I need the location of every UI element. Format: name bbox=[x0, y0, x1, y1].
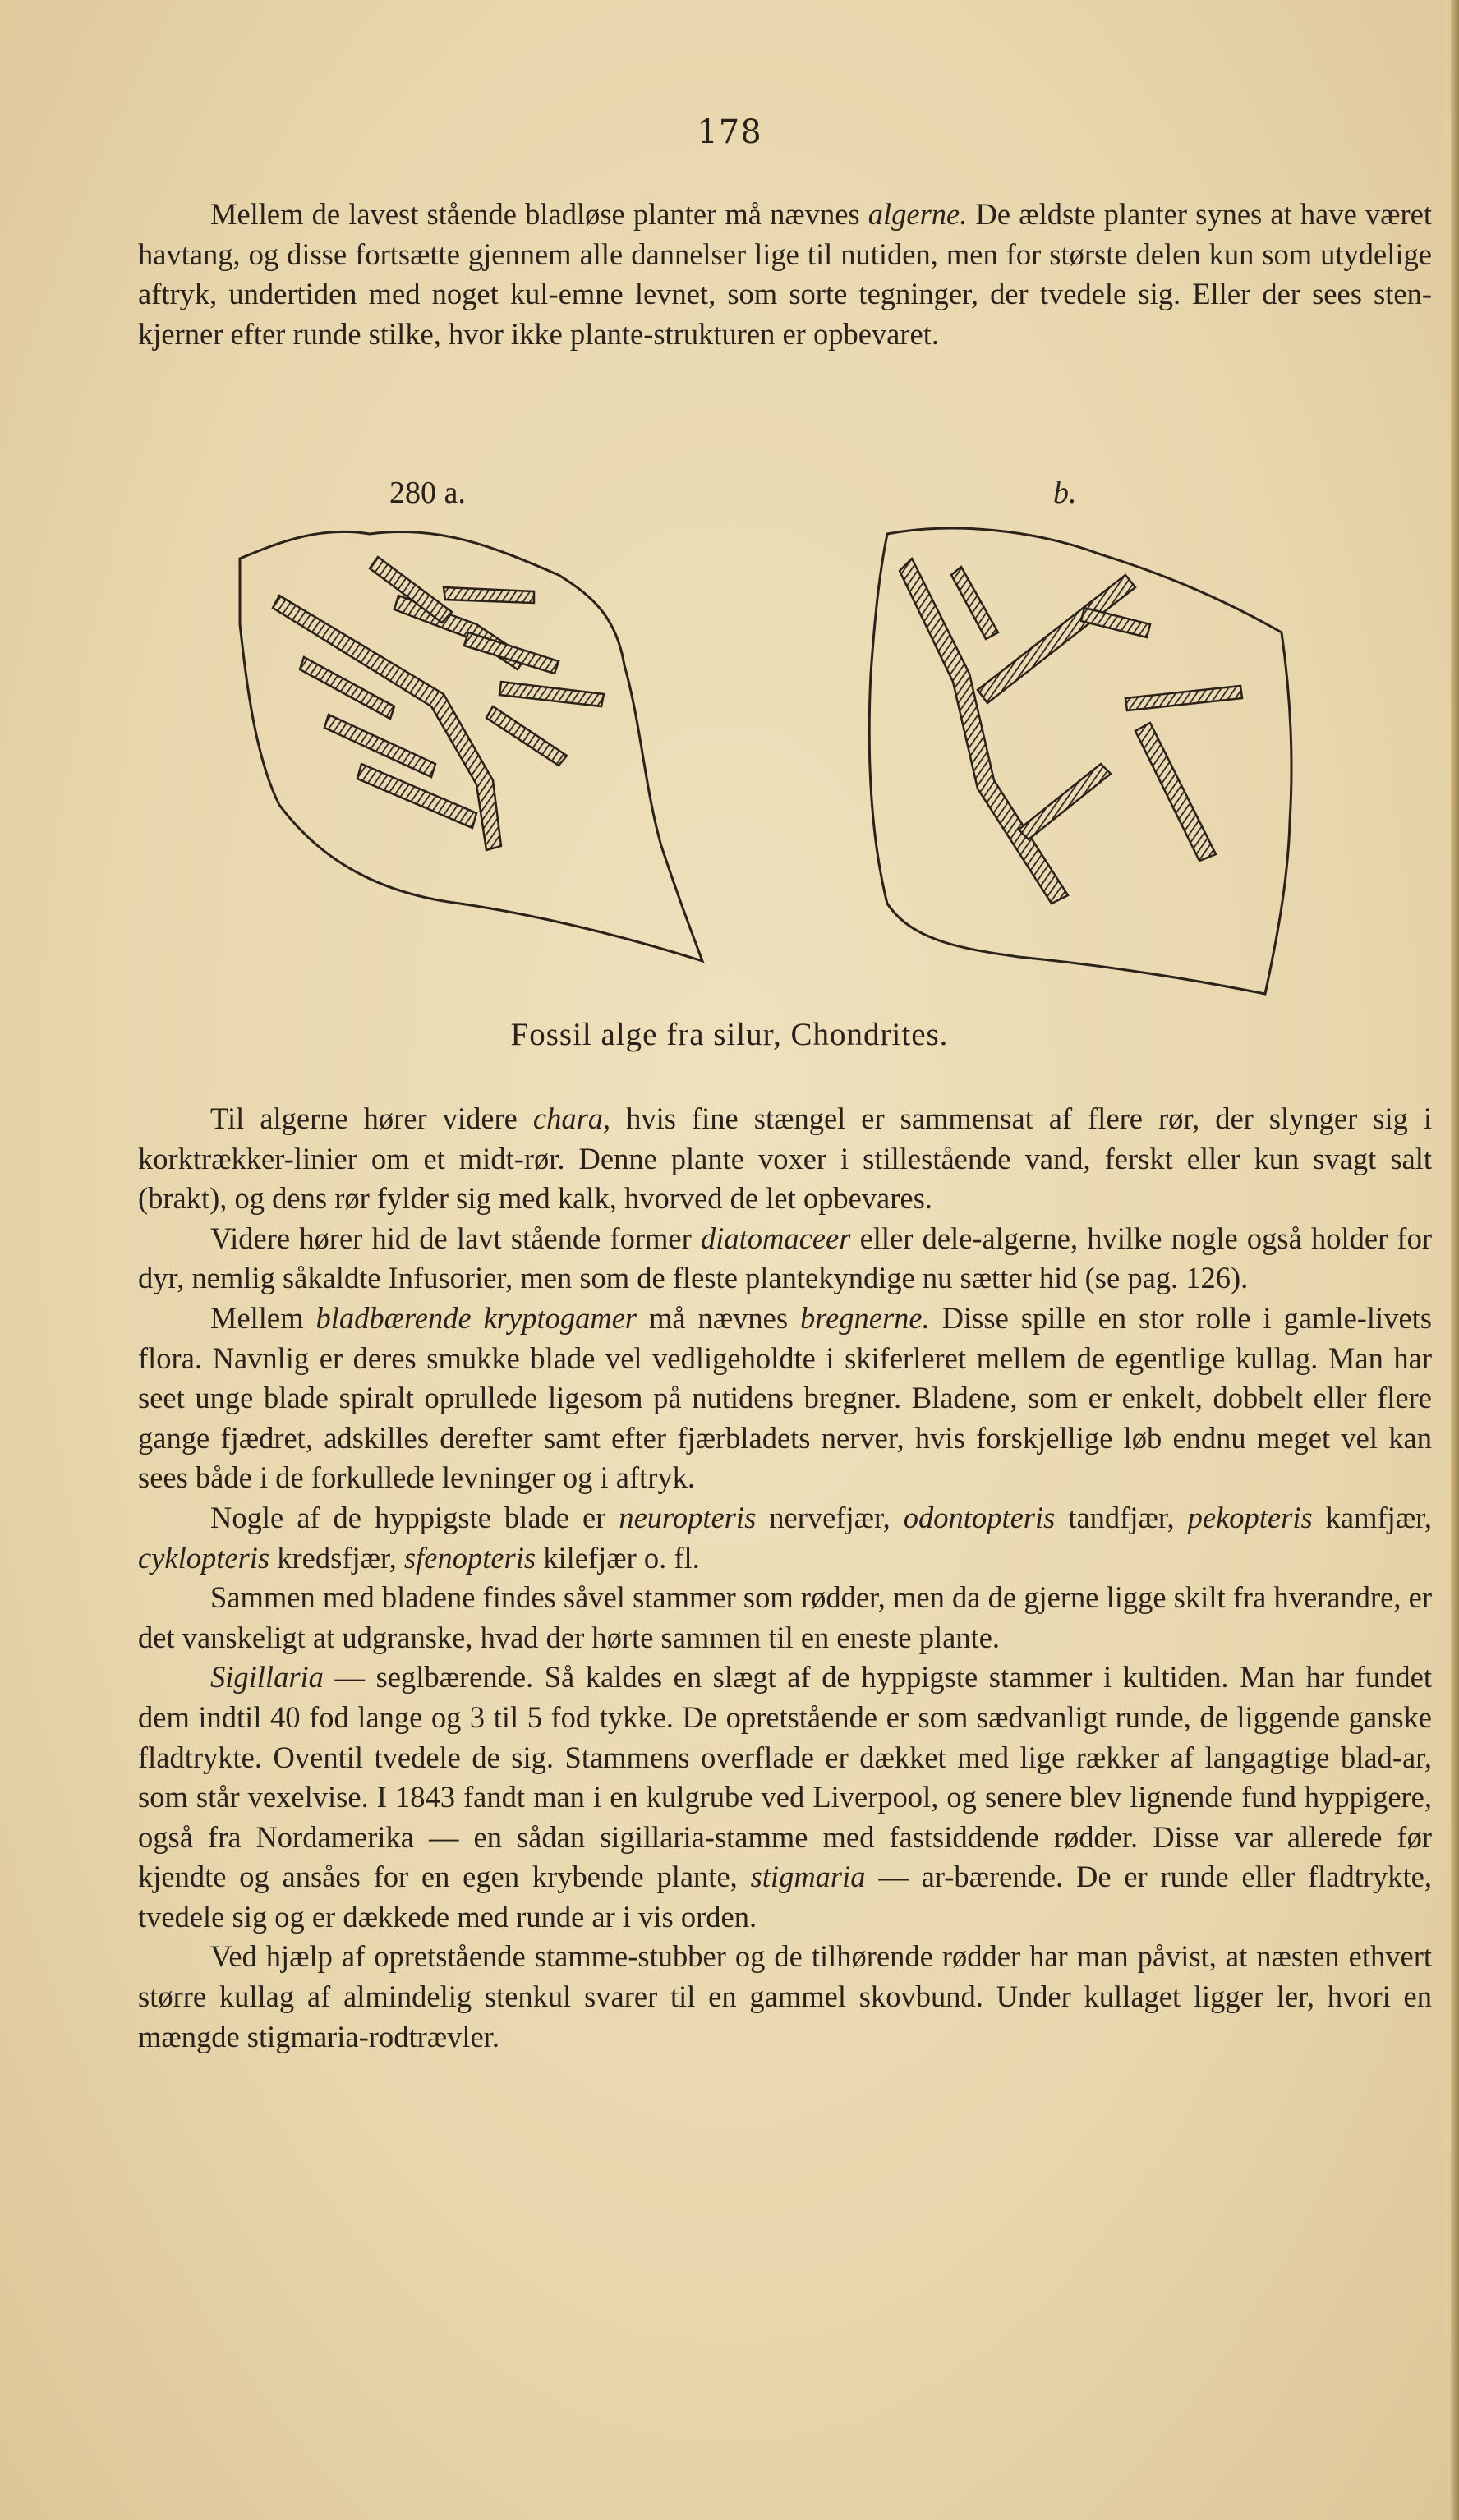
term-odontopteris: odontopteris bbox=[903, 1500, 1056, 1534]
paragraph-kullag: Ved hjælp af opretstående stamme-stubber og de tilhørende rødder har man påvist, at næsten ethvert større kullag af almindelig stenkul svarer til en gammel skovbund. Under kullaget ligger ler, hvori en mængde stigmaria-rodtrævler. bbox=[138, 1939, 1432, 2053]
term-pekopteris: pekopteris bbox=[1187, 1500, 1313, 1534]
fossil-figure-a bbox=[230, 517, 715, 977]
paragraph-sigillaria: Sigillaria — seglbærende. Så kaldes en slægt af de hyppigste stammer i kultiden. Man har fundet dem indtil 40 fod lange og 3 til 5 fod tykke. De opretstående er som sædvanligt runde, de liggende ganske fladtrykte. Oventil tvedele de sig. Stammens overflade er dækket med lige rækker af langagtige blad-ar, som står vexelvise. I 1843 fandt man i en kulgrube ved Liverpool, og senere blev lignende fund hyppigere, også fra Nordamerika — en sådan sigillaria-stamme med fastsiddende rødder. Disse var allerede før kjendte og ansåes for en egen krybende plante, stigmaria — ar-bærende. De er runde eller fladtrykte, tvedele sig og er dækkede med runde ar i vis orden. bbox=[138, 1660, 1433, 1934]
paragraph-blade: Nogle af de hyppigste blade er neuropteris nervefjær, odontopteris tandfjær, pekopteris kamfjær, cyklopteris kredsfjær, sfenopteris kilefjær o. fl. bbox=[138, 1500, 1432, 1575]
fossil-figure-b bbox=[854, 509, 1323, 1002]
paragraph-stammer: Sammen med bladene findes såvel stammer som rødder, men da de gjerne ligge skilt fra hverandre, er det vanskeligt at udgranske, hvad der hørte sammen til en eneste plante. bbox=[138, 1580, 1432, 1654]
figure-label-b: b. bbox=[1053, 476, 1077, 510]
paragraph-chara: Til algerne hører videre chara, hvis fine stængel er sammensat af flere rør, der slynger sig i korktrækker-linier om et midt-rør. Denne plante voxer i stillestående vand, ferskt eller kun svagt salt (brakt), og dens rør fylder sig med kalk, hvorved de let opbevares. bbox=[138, 1101, 1432, 1216]
term-neuropteris: neuropteris bbox=[619, 1500, 757, 1534]
paragraph-diatomaceer: Videre hører hid de lavt stående former diatomaceer eller dele-algerne, hvilke nogle også holder for dyr, nemlig såkaldte Infusorier, men som de fleste plantekyndige nu sætter hid (se pag. 126). bbox=[138, 1221, 1432, 1295]
term-chara: chara, bbox=[532, 1101, 611, 1135]
term-kryptogamer: bladbærende kryptogamer bbox=[315, 1300, 637, 1335]
page-edge bbox=[1451, 0, 1459, 2520]
term-stigmaria: stigmaria bbox=[750, 1860, 866, 1894]
term-diatomaceer: diatomaceer bbox=[700, 1221, 851, 1255]
alga-branches-b bbox=[900, 559, 1242, 904]
term-sigillaria: Sigillaria bbox=[210, 1660, 324, 1695]
paragraph-bregnerne: Mellem bladbærende kryptogamer må nævnes bregnerne. Disse spille en stor rolle i gamle-livets flora. Navnlig er deres smukke blade vel vedligeholdte i skiferleret mellem de egentlige kullag. Man har seet unge blade spiralt oprullede ligesom på nutidens bregner. Bladene, som er enkelt, dobbelt eller flere gange fjædret, adskilles derefter samt efter fjærbladets nerver, hvis forskjellige løb endnu meget vel kan sees både i de forkullede levninger og i aftryk. bbox=[138, 1300, 1432, 1495]
figure-label-a: 280 a. bbox=[389, 476, 466, 510]
intro-text-after: De ældste planter synes at have været havtang, og disse fortsætte gjennem alle dannelser lige til nutiden, men for største delen kun som utydelige aftryk, undertiden med noget kul-emne levnet, som sorte tegninger, der tvedele sig. Eller der sees sten-kjerner efter runde stilke, hvor ikke plante-strukturen er opbevaret. bbox=[138, 197, 1432, 351]
term-bregnerne: bregnerne. bbox=[799, 1300, 930, 1335]
alga-branches-a bbox=[273, 557, 604, 850]
term-cyklopteris: cyklopteris bbox=[138, 1540, 270, 1575]
intro-text-before: Mellem de lavest stående bladløse planter må nævnes bbox=[210, 197, 868, 231]
intro-term-algerne: algerne. bbox=[868, 197, 968, 231]
figure-caption: Fossil alge fra silur, Chondrites. bbox=[510, 1017, 949, 1052]
intro-paragraph bbox=[138, 195, 1432, 354]
page-number: 178 bbox=[697, 113, 762, 151]
term-sfenopteris: sfenopteris bbox=[403, 1540, 536, 1575]
main-text bbox=[138, 1099, 1432, 2057]
